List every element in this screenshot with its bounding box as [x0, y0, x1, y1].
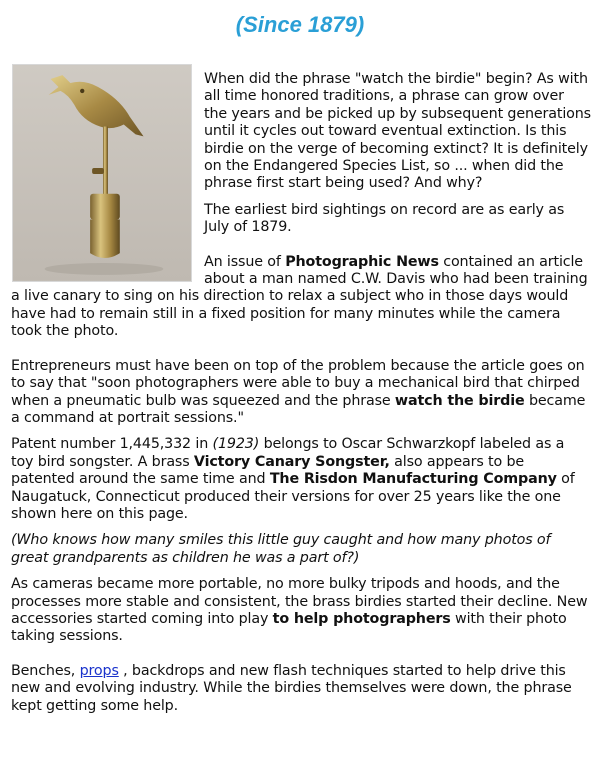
- page-title: (Since 1879): [235, 12, 365, 37]
- emphasis-help: to help photographers: [272, 610, 451, 627]
- paragraph-photographic-news: An issue of Photographic News contained an article about a man named C.W. Davis who had been training a live canary to sing on his direction to relax a subject who in those days would have had to remain still in a fixed position for many minutes while the camera took the photo.: [11, 253, 588, 340]
- publication-name: Photographic News: [285, 253, 439, 270]
- props-link[interactable]: props: [79, 662, 119, 679]
- paragraph-patent: Patent number 1,445,332 in (1923) belongs to Oscar Schwarzkopf labeled as a toy bird songster. A brass Victory Canary Songster, also appears to be patented around the same time and The Risdon Manufacturing Company of Naugatuck, Connecticut produced their versions for over 25 years like the one shown here on this page.: [11, 436, 575, 522]
- product-name: Victory Canary Songster,: [193, 453, 390, 470]
- paragraph-accessories: Benches, props , backdrops and new flash techniques started to help drive this new and evolving industry. While the birdies themselves were down, the phrase kept getting some help.: [11, 662, 572, 714]
- paragraph-intro: When did the phrase "watch the birdie" begin? As with all time honored traditions, a phrase can grow over the years and be picked up by subsequent generations until it cycles out toward eventual extinction. Is this birdie on the verge of becoming extinct? It is definitely on the Endangered Species List, so ... when did the phrase first start being used? And why?: [204, 71, 591, 192]
- phrase-highlight: watch the birdie: [394, 392, 525, 409]
- company-name: The Risdon Manufacturing Company: [269, 471, 557, 488]
- paragraph-earliest-sightings: The earliest bird sightings on record are as early as July of 1879.: [204, 201, 565, 236]
- paragraph-entrepreneurs: Entrepreneurs must have been on top of the problem because the article goes on to say that "soon photographers were able to buy a mechanical bird that chirped when a pneumatic bulb was squeezed and the phrase watch the birdie became a command at portrait sessions.": [11, 357, 586, 426]
- article-body: [11, 71, 591, 724]
- paragraph-aside: (Who knows how many smiles this little guy caught and how many photos of great grandparents as children he was a part of?): [11, 532, 551, 566]
- paragraph-decline: As cameras became more portable, no more bulky tripods and hoods, and the processes more stable and consistent, the brass birdies started their decline. New accessories started coming into play to help photographers with their photo taking sessions.: [11, 576, 588, 645]
- patent-year: (1923): [212, 436, 260, 453]
